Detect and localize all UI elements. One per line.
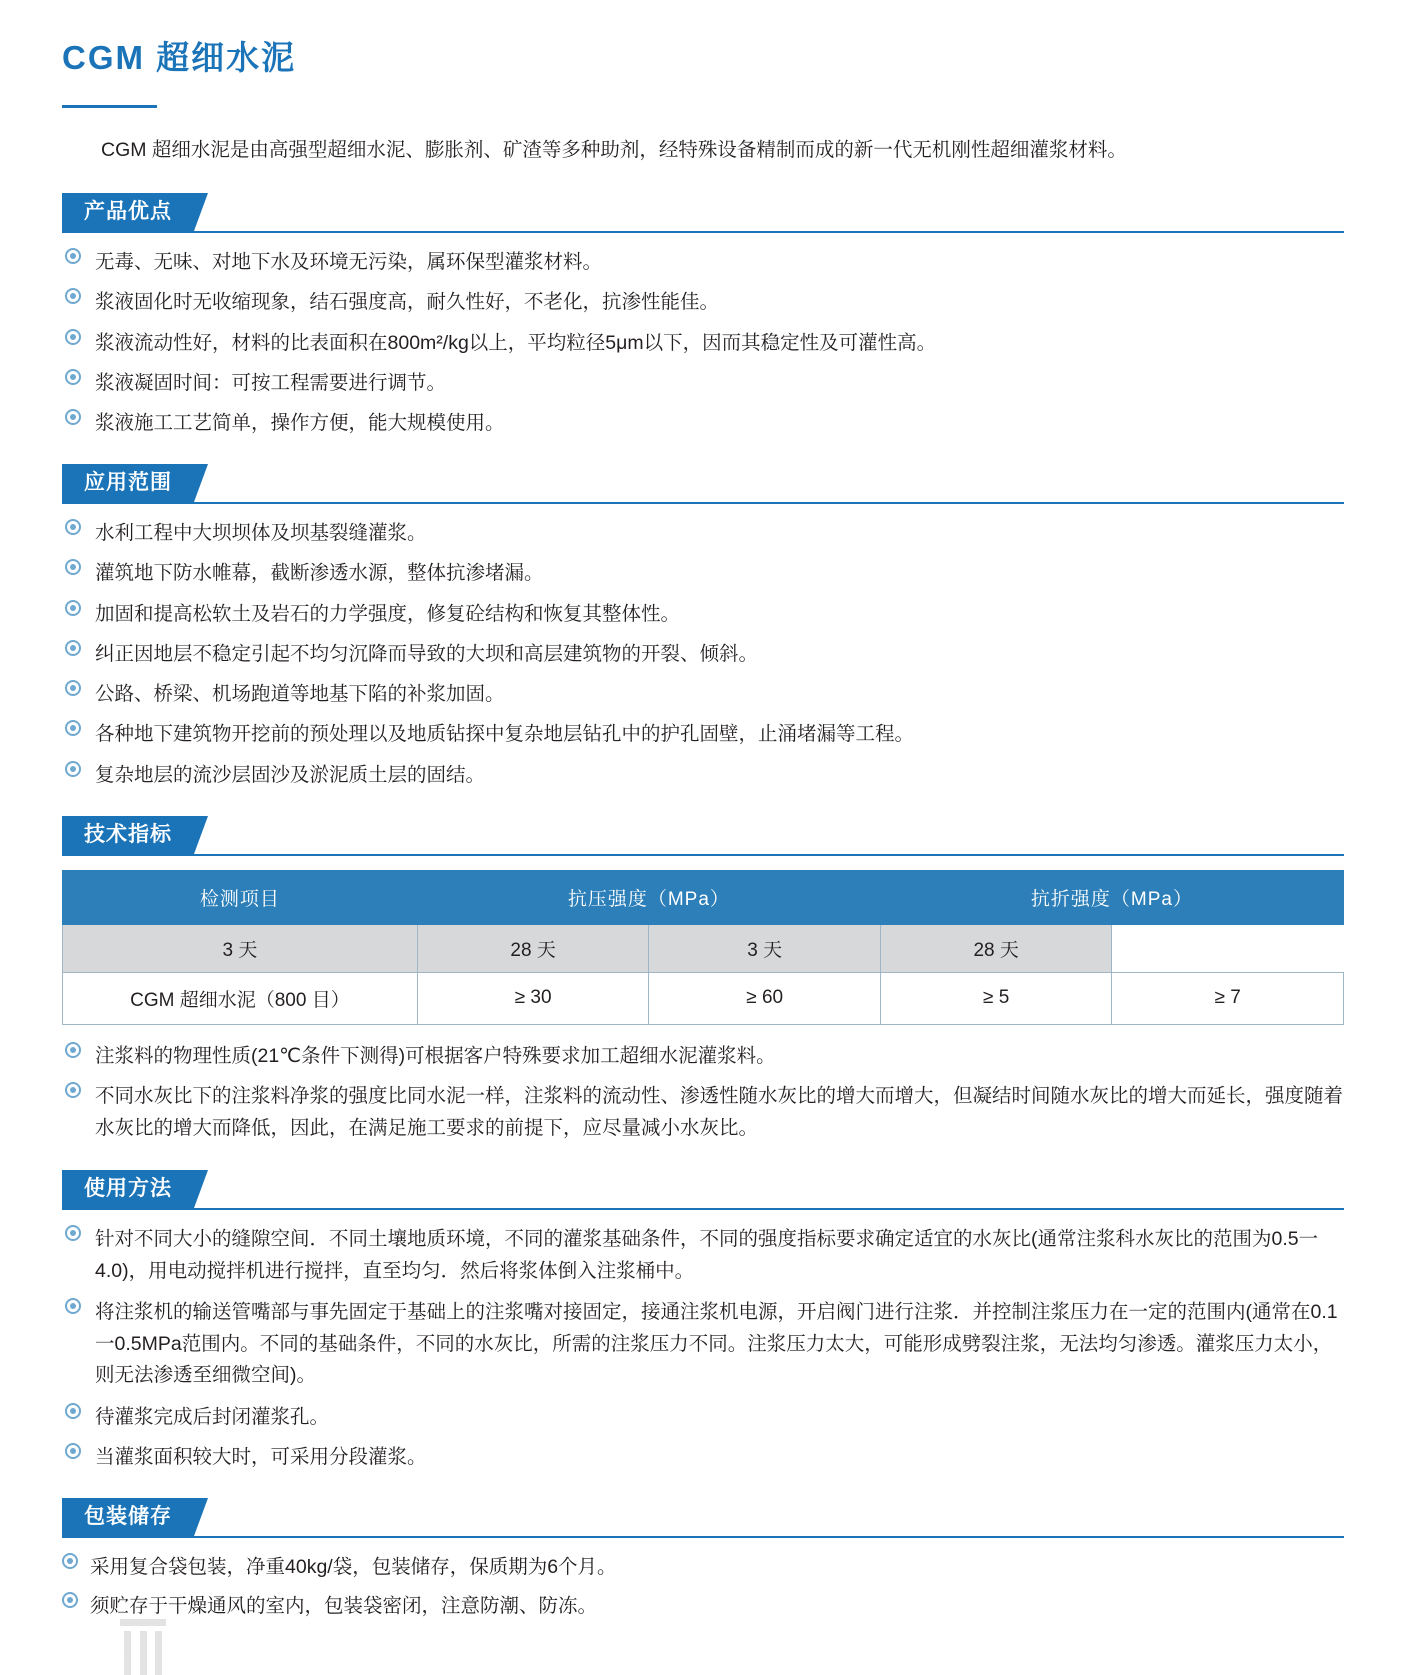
bullet-circle-icon [65, 329, 81, 345]
subheader-cell: 3 天 [63, 924, 418, 972]
bullet-circle-icon [65, 409, 81, 425]
specs-notes-list [62, 1041, 1344, 1144]
list-item [62, 247, 1344, 277]
bullet-circle-icon [65, 1298, 81, 1314]
list-item-text: 注浆料的物理性质(21℃条件下测得)可根据客户特殊要求加工超细水泥灌浆料。 [95, 1044, 776, 1067]
list-item-text: 浆液流动性好，材料的比表面积在800m²/kg以上，平均粒径5μm以下，因而其稳定性及可灌性高。 [95, 331, 937, 354]
list-item [62, 1591, 1344, 1621]
list-item-text: 待灌浆完成后封闭灌浆孔。 [95, 1406, 330, 1429]
list-item-text: 浆液固化时无收缩现象，结石强度高，耐久性好，不老化，抗渗性能佳。 [95, 291, 720, 314]
bullet-circle-icon [65, 559, 81, 575]
list-item-text: 各种地下建筑物开挖前的预处理以及地质钻探中复杂地层钻孔中的护孔固壁，止涌堵漏等工程。 [95, 723, 915, 746]
subheader-cell: 28 天 [417, 924, 649, 972]
section-header-applications [62, 464, 1344, 504]
section-header-packaging [62, 1498, 1344, 1538]
bullet-circle-icon [65, 720, 81, 736]
intro-paragraph: CGM 超细水泥是由高强型超细水泥、膨胀剂、矿渣等多种助剂，经特殊设备精制而成的新一代无机刚性超细灌浆材料。 [101, 139, 1127, 161]
section-title-advantages: 产品优点 [62, 193, 194, 232]
list-item [62, 679, 1344, 709]
applications-list [62, 518, 1344, 790]
list-item-text: 公路、桥梁、机场跑道等地基下陷的补浆加固。 [95, 683, 505, 706]
column-header-compressive: 抗压强度（MPa） [417, 870, 880, 924]
list-item [62, 287, 1344, 317]
bullet-circle-icon [65, 1042, 81, 1058]
bullet-circle-icon [65, 1443, 81, 1459]
bullet-circle-icon [65, 680, 81, 696]
title-underline [62, 105, 157, 108]
table-header-row [63, 870, 1344, 924]
bullet-circle-icon [65, 640, 81, 656]
list-item-text: 采用复合袋包装，净重40kg/袋，包装储存，保质期为6个月。 [90, 1556, 617, 1579]
list-item-text: 灌筑地下防水帷幕，截断渗透水源，整体抗渗堵漏。 [95, 562, 544, 585]
table-row [63, 972, 1344, 1024]
bullet-circle-icon [65, 288, 81, 304]
list-item [62, 558, 1344, 588]
section-title-packaging: 包装储存 [62, 1498, 194, 1537]
document-page [0, 18, 1406, 1669]
bullet-circle-icon [65, 369, 81, 385]
list-item [62, 599, 1344, 629]
list-item-text: 浆液施工工艺简单，操作方便，能大规模使用。 [95, 412, 505, 435]
advantages-list [62, 247, 1344, 438]
packaging-list [62, 1552, 1344, 1620]
list-item-text: 纠正因地层不稳定引起不均匀沉降而导致的大坝和高层建筑物的开裂、倾斜。 [95, 642, 759, 665]
list-item [62, 408, 1344, 438]
page-title: CGM 超细水泥 [62, 39, 297, 76]
bullet-circle-icon [65, 761, 81, 777]
list-item [62, 1224, 1344, 1287]
list-item [62, 1297, 1344, 1392]
list-item [62, 518, 1344, 548]
bullet-circle-icon [65, 248, 81, 264]
subheader-cell: 3 天 [649, 924, 881, 972]
list-item-text: 须贮存于干燥通风的室内，包装袋密闭，注意防潮、防冻。 [90, 1594, 598, 1617]
list-item-text: 针对不同大小的缝隙空间．不同土壤地质环境，不同的灌浆基础条件，不同的强度指标要求确定适宜的水灰比(通常注浆科水灰比的范围为0.5一4.0)，用电动搅拌机进行搅拌，直至均匀．然后将浆体倒入注浆桶中。 [95, 1228, 1319, 1282]
list-item [62, 1402, 1344, 1432]
cell-flexural-3d: ≥ 5 [880, 972, 1112, 1024]
list-item-text: 将注浆机的输送管嘴部与事先固定于基础上的注浆嘴对接固定，接通注浆机电源，开启阀门进行注浆．并控制注浆压力在一定的范围内(通常在0.1一0.5MPa范围内。不同的基础条件，不同的水灰比，所需的注浆压力不同。注浆压力太大，可能形成劈裂注浆，无法均匀渗透。灌浆压力太小，则无法渗透至细微空间)。 [95, 1301, 1338, 1387]
list-item [62, 639, 1344, 669]
section-header-advantages [62, 193, 1344, 233]
section-title-usage: 使用方法 [62, 1170, 194, 1209]
bullet-circle-icon [62, 1553, 78, 1569]
list-item [62, 368, 1344, 398]
list-item [62, 1552, 1344, 1582]
list-item [62, 1442, 1344, 1472]
list-item-text: 当灌浆面积较大时，可采用分段灌浆。 [95, 1446, 427, 1469]
list-item [62, 1081, 1344, 1144]
section-title-applications: 应用范围 [62, 464, 194, 503]
watermark-logo-icon [120, 1619, 166, 1675]
cell-compressive-3d: ≥ 30 [417, 972, 649, 1024]
list-item [62, 1041, 1344, 1071]
section-rule [62, 502, 1344, 504]
subheader-cell: 28 天 [880, 924, 1112, 972]
section-header-usage [62, 1170, 1344, 1210]
footer-spacer [62, 1629, 1344, 1669]
bullet-circle-icon [65, 1225, 81, 1241]
spec-table [62, 870, 1344, 1025]
bullet-circle-icon [65, 1403, 81, 1419]
column-header-flexural: 抗折强度（MPa） [880, 870, 1343, 924]
column-header-item: 检测项目 [63, 870, 418, 924]
cell-flexural-28d: ≥ 7 [1112, 972, 1344, 1024]
list-item-text: 水利工程中大坝坝体及坝基裂缝灌浆。 [95, 522, 427, 545]
usage-list [62, 1224, 1344, 1472]
list-item [62, 760, 1344, 790]
cell-product-name: CGM 超细水泥（800 目） [63, 972, 418, 1024]
list-item-text: 不同水灰比下的注浆料净浆的强度比同水泥一样，注浆料的流动性、渗透性随水灰比的增大而增大，但凝结时间随水灰比的增大而延长，强度随着水灰比的增大而降低，因此，在满足施工要求的前提下，应尽量减小水灰比。 [95, 1084, 1344, 1139]
bullet-circle-icon [65, 600, 81, 616]
section-title-specs: 技术指标 [62, 816, 194, 855]
list-item-text: 无毒、无味、对地下水及环境无污染，属环保型灌浆材料。 [95, 251, 603, 274]
list-item [62, 719, 1344, 749]
list-item-text: 浆液凝固时间：可按工程需要进行调节。 [95, 371, 447, 394]
bullet-circle-icon [65, 1082, 81, 1098]
section-header-specs [62, 816, 1344, 856]
section-rule [62, 231, 1344, 233]
table-subheader-row [63, 924, 1344, 972]
list-item-text: 加固和提高松软土及岩石的力学强度，修复砼结构和恢复其整体性。 [95, 602, 681, 625]
section-rule [62, 1536, 1344, 1538]
cell-compressive-28d: ≥ 60 [649, 972, 881, 1024]
section-rule [62, 854, 1344, 856]
list-item-text: 复杂地层的流沙层固沙及淤泥质土层的固结。 [95, 763, 486, 786]
list-item [62, 328, 1344, 358]
section-rule [62, 1208, 1344, 1210]
bullet-circle-icon [65, 519, 81, 535]
